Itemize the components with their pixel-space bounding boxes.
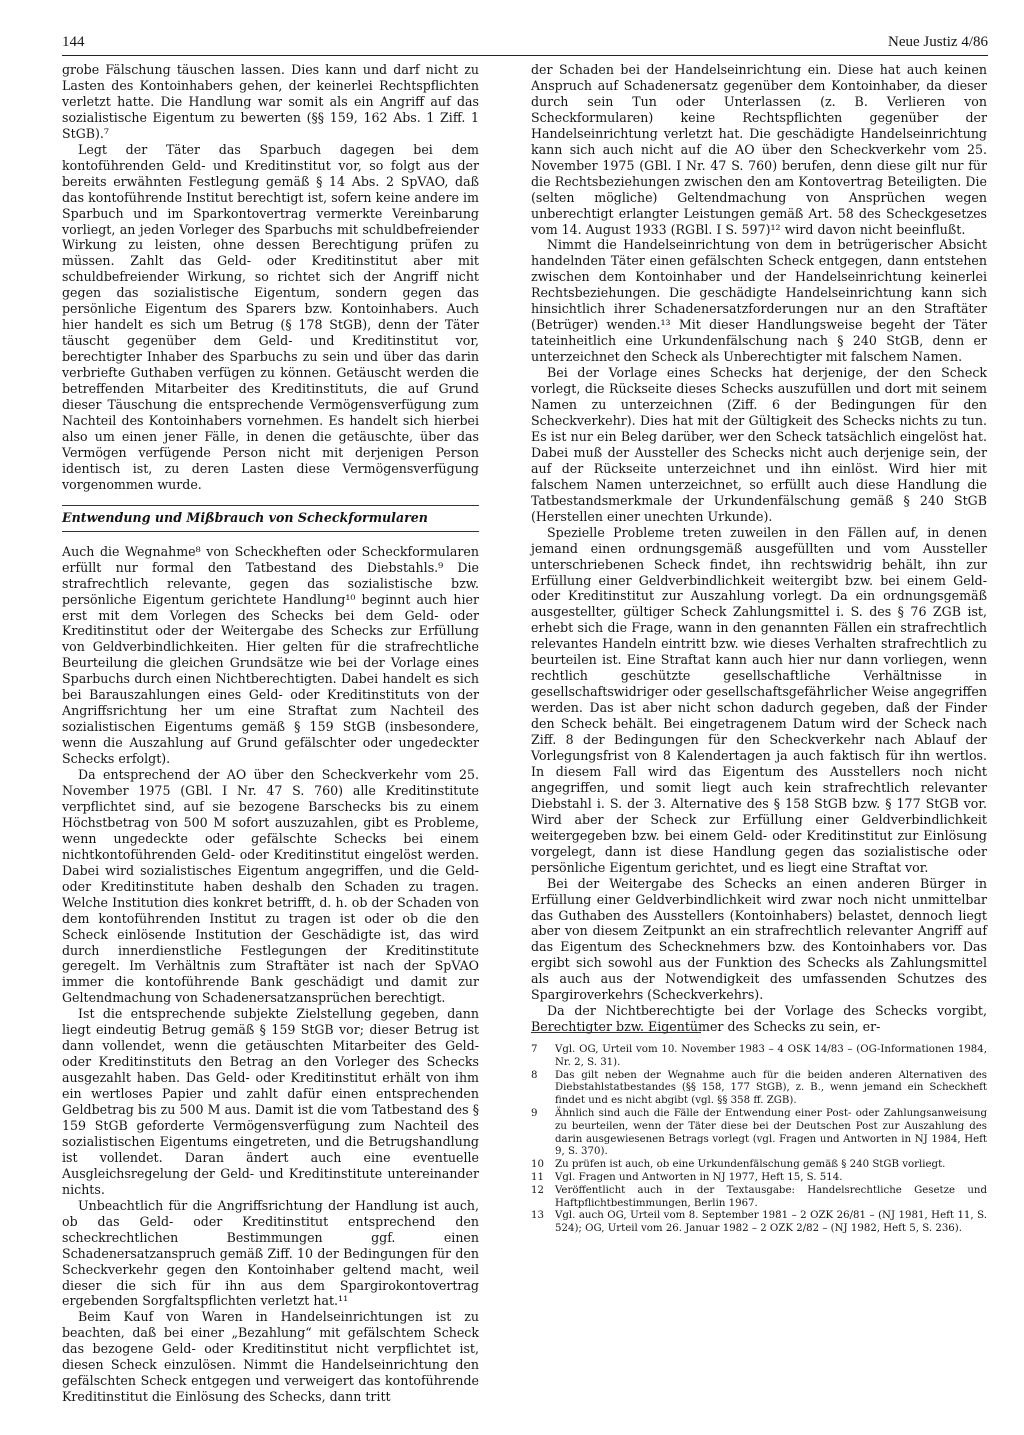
footnote-text: Veröffentlicht auch in der Textausgabe: Handelsrechtliche Gesetze und Haftpflichtbestimmungen, Berlin 1967. bbox=[555, 1184, 987, 1209]
paragraph: Bei der Weitergabe des Schecks an einen anderen Bürger in Erfüllung einer Geldverbindlichkeit wird zwar noch nicht unmittelbar das Guthaben des Ausstellers (Kontoinhabers) belastet, dennoch liegt aber von diesem Zeitpunkt an ein strafrechtlich relevanter Angriff auf das Eigentum des Schecknehmers bzw. des Kontoinhabers vor. Das ergibt sich sowohl aus der Funktion des Schecks als Zahlungsmittel als auch aus der Notwendigkeit des umfassenden Schutzes des Spargiroverkehrs (Scheckverkehrs). bbox=[531, 875, 987, 1003]
section-heading-box bbox=[62, 505, 479, 532]
paragraph: Beim Kauf von Waren in Handelseinrichtungen ist zu beachten, daß bei einer „Bezahlung“ mit gefälschtem Scheck das bezogene Geld- oder Kreditinstitut nicht verpflichtet ist, diesen Scheck einzulösen. Nimmt die Handelseinrichtung den gefälschten Scheck entgegen und verweigert das kontoführende Kreditinstitut die Einlösung des Schecks, dann tritt bbox=[62, 1309, 479, 1405]
paragraph: Bei der Vorlage eines Schecks hat derjenige, der den Scheck vorlegt, die Rückseite dieses Schecks auszufüllen und dort mit seinem Namen zu unterzeichnen (Ziff. 6 der Bedingungen für den Scheckverkehr). Dies hat mit der Gültigkeit des Schecks nichts zu tun. Es ist nur ein Beleg darüber, wer den Scheck tatsächlich eingelöst hat. Dabei muß der Aussteller des Schecks nicht auch derjenige sein, der auf der Rückseite unterzeichnet und ihn einlöst. Wird hier mit falschem Namen unterzeichnet, so erfüllt auch diese Handlung die Tatbestandsmerkmale der Urkundenfälschung gemäß § 240 StGB (Herstellen einer unechten Urkunde). bbox=[531, 365, 987, 524]
footnote-number: 11 bbox=[531, 1171, 544, 1183]
paragraph: Da entsprechend der AO über den Scheckverkehr vom 25. November 1975 (GBl. I Nr. 47 S. 760) alle Kreditinstitute verpflichtet sind, auf sie bezogene Barschecks bis zu einem Höchstbetrag von 500 M sofort auszuzahlen, gibt es Probleme, wenn ungedeckte oder gefälschte Schecks bei einem nichtkontoführenden Geld- oder Kreditinstitut eingelöst werden. Dabei wird sozialistisches Eigentum angegriffen, und die Geld- oder Kreditinstitute haben deshalb den Schaden zu tragen. Welche Institution dies konkret betrifft, d. h. ob der Schaden von dem kontoführenden Institut zu tragen ist oder ob die den Scheck einlösende Institution der Geschädigte ist, das wird durch innerdienstliche Festlegungen der Kreditinstitute geregelt. Im Verhältnis zum Straftäter ist nach der SpVAO immer die kontoführende Bank geschädigt und damit zur Geltendmachung von Schadenersatzansprüchen berechtigt. bbox=[62, 767, 479, 1006]
paragraph: Da der Nichtberechtigte bei der Vorlage des Schecks vorgibt, Berechtigter bzw. Eigentümer des Schecks zu sein, er- bbox=[531, 1003, 987, 1035]
footnote bbox=[531, 1172, 987, 1185]
footnote-number: 8 bbox=[531, 1069, 538, 1081]
footnote bbox=[531, 1070, 987, 1108]
paragraph: grobe Fälschung täuschen lassen. Dies kann und darf nicht zu Lasten des Kontoinhabers gehen, der keinerlei Rechtspflichten verletzt hatte. Die Handlung war somit als ein Angriff auf das sozialistische Eigentum zu bewerten (§§ 159, 162 Abs. 1 Ziff. 1 StGB).⁷ bbox=[62, 62, 479, 141]
footnote-number: 13 bbox=[531, 1210, 544, 1222]
footnote-text: Ähnlich sind auch die Fälle der Entwendung einer Post- oder Zahlungsanweisung zu beurteilen, wenn der Täter diese bei der Deutschen Post zur Auszahlung des darin ausgewiesenen Betrags vorlegt (vgl. Fragen und Antworten in NJ 1984, Heft 9, S. 370). bbox=[555, 1107, 987, 1158]
footnote bbox=[531, 1185, 987, 1211]
footnote-text: Zu prüfen ist auch, ob eine Urkundenfälschung gemäß § 240 StGB vorliegt. bbox=[555, 1159, 946, 1171]
paragraph: Nimmt die Handelseinrichtung von dem in betrügerischer Absicht handelnden Täter einen gefälschten Scheck entgegen, dann entstehen zwischen dem Kontoinhaber und der Handelseinrichtung keinerlei Rechtsbeziehungen. Die geschädigte Handelseinrichtung kann sich hinsichtlich ihrer Schadenersatzforderungen nur an den Straftäter (Betrüger) wenden.¹³ Mit dieser Handlungsweise begeht der Täter tateinheitlich eine Urkundenfälschung nach § 240 StGB, denn er unterzeichnet den Scheck als Unberechtigter mit falschem Namen. bbox=[531, 237, 987, 365]
paragraph: Spezielle Probleme treten zuweilen in den Fällen auf, in denen jemand einen ordnungsgemäß ausgefüllten und vom Aussteller unterschriebenen Scheck findet, ihn rechtswidrig behält, ihn zur Erfüllung einer Geldverbindlichkeit weitergibt bzw. bei einem Geld- oder Kreditinstitut zur Auszahlung vorlegt. Da ein ordnungsgemäß ausgestellter, gültiger Scheck Zahlungsmittel i. S. des § 76 ZGB ist, erhebt sich die Frage, wann in den genannten Fällen ein strafrechtlich relevantes Handeln eintritt bzw. wie dieses Verhalten strafrechtlich zu beurteilen ist. Eine Straftat kann auch hier nur dann vorliegen, wenn rechtlich geschützte gesellschaftliche Verhältnisse in gesellschaftswidriger oder gesellschaftsgefährlicher Weise angegriffen werden. Das ist aber nicht schon dadurch gegeben, daß der Finder den Scheck behält. Bei eingetragenem Datum wird der Scheck nach Ziff. 8 der Bedingungen für den Scheckverkehr nach Ablauf der Vorlegungsfrist von 8 Kalendertagen ja auch faktisch für ihn wertlos. In diesem Fall wird das Eigentum des Ausstellers noch nicht angegriffen, und somit liegt auch kein strafrechtlich relevanter Diebstahl i. S. der 3. Alternative des § 158 StGB bzw. § 177 StGB vor. Wird aber der Scheck zur Erfüllung einer Geldverbindlichkeit weitergegeben bzw. bei einem Geld- oder Kreditinstitut zur Einlösung vorgelegt, dann ist diese Handlung gegen das sozialistische oder persönliche Eigentum gerichtet, und es liegt eine Straftat vor. bbox=[531, 524, 987, 875]
footnote-text: Vgl. OG, Urteil vom 10. November 1983 – 4 OSK 14/83 – (OG-Informationen 1984, Nr. 2, S. 31). bbox=[555, 1044, 987, 1068]
footnote-text: Das gilt neben der Wegnahme auch für die beiden anderen Alternativen des Diebstahlstatbestandes (§§ 158, 177 StGB), z. B., wenn jemand ein Scheckheft findet und es nicht abgibt (vgl. §§ 358 ff. ZGB). bbox=[555, 1069, 987, 1107]
paragraph: Unbeachtlich für die Angriffsrichtung der Handlung ist auch, ob das Geld- oder Kreditinstitut entsprechend den scheckrechtlichen Bestimmungen ggf. einen Schadenersatzanspruch gemäß Ziff. 10 der Bedingungen für den Scheckverkehr gegen den Kontoinhaber geltend macht, weil dieser die sich für ihn aus dem Spargirokontovertrag ergebenden Sorgfaltspflichten verletzt hat.¹¹ bbox=[62, 1197, 479, 1309]
paragraph: Auch die Wegnahme⁸ von Scheckheften oder Scheckformularen erfüllt nur formal den Tatbestand des Diebstahls.⁹ Die strafrechtlich relevante, gegen das sozialistische bzw. persönliche Eigentum gerichtete Handlung¹⁰ beginnt auch hier erst mit dem Vorlegen des Schecks bei dem Geld- oder Kreditinstitut oder der Weitergabe des Schecks zur Erfüllung von Geldverbindlichkeiten. Hier gelten für die strafrechtliche Beurteilung die gleichen Grundsätze wie bei der Vorlage eines Sparbuchs durch einen Nichtberechtigten. Dabei handelt es sich bei Barauszahlungen eines Geld- oder Kreditinstituts von der Angriffsrichtung her um eine Straftat zum Nachteil des sozialistischen Eigentums gemäß § 159 StGB (insbesondere, wenn die Auszahlung auf Grund gefälschter oder ungedeckter Schecks erfolgt). bbox=[62, 543, 479, 767]
paragraph: der Schaden bei der Handelseinrichtung ein. Diese hat auch keinen Anspruch auf Schadenersatz gegenüber dem Kontoinhaber, da dieser durch sein Tun oder Unterlassen (z. B. Verlieren von Scheckformularen) keine Rechtspflichten gegenüber der Handelseinrichtung verletzt hat. Die geschädigte Handelseinrichtung kann sich auch nicht auf die AO über den Scheckverkehr vom 25. November 1975 (GBl. I Nr. 47 S. 760) berufen, denn diese gilt nur für die Rechtsbeziehungen zwischen den am Kontovertrag Beteiligten. Die (selten mögliche) Geltendmachung von Ansprüchen wegen unberechtigt erlangter Leistungen gemäß Art. 58 des Scheckgesetzes vom 14. August 1933 (RGBl. I S. 597)¹² wird davon nicht beeinflußt. bbox=[531, 62, 987, 237]
footnote-number: 10 bbox=[531, 1159, 544, 1171]
left-column bbox=[62, 62, 479, 1405]
journal-issue: Neue Justiz 4/86 bbox=[888, 34, 988, 50]
page-number: 144 bbox=[62, 34, 85, 50]
paragraph: Ist die entsprechende subjekte Zielstellung gegeben, dann liegt eindeutig Betrug gemäß § 159 StGB vor; dieser Betrug ist dann vollendet, wenn die getäuschten Mitarbeiter des Geld- oder Kreditinstituts den Betrag an den Vorleger des Schecks ausgezahlt haben. Das Geld- oder Kreditinstitut erhält von ihm ein wertloses Papier und zahlt dafür einen entsprechenden Geldbetrag bis zu 500 M aus. Damit ist die vom Tatbestand des § 159 StGB geforderte Vermögensverfügung zum Nachteil des sozialistischen Eigentums eingetreten, und die Betrugshandlung ist vollendet. Daran ändert auch eine eventuelle Ausgleichsregelung der Geld- und Kreditinstitute untereinander nichts. bbox=[62, 1006, 479, 1197]
footnote-number: 12 bbox=[531, 1184, 544, 1196]
page-header bbox=[62, 34, 988, 56]
footnotes bbox=[531, 1044, 987, 1236]
footnote bbox=[531, 1159, 987, 1172]
footnote bbox=[531, 1108, 987, 1159]
footnote bbox=[531, 1210, 987, 1236]
footnote-number: 7 bbox=[531, 1044, 538, 1055]
header-rule bbox=[62, 55, 988, 56]
footnote-text: Vgl. auch OG, Urteil vom 8. September 1981 – 2 OZK 26/81 – (NJ 1981, Heft 11, S. 524); OG, Urteil vom 26. Januar 1982 – 2 OZK 2/82 – (NJ 1982, Heft 5, S. 236). bbox=[555, 1210, 987, 1235]
footnote-text: Vgl. Fragen und Antworten in NJ 1977, Heft 15, S. 514. bbox=[555, 1171, 843, 1183]
section-heading: Entwendung und Mißbrauch von Scheckformularen bbox=[62, 509, 428, 525]
right-column bbox=[531, 62, 987, 1035]
paragraph: Legt der Täter das Sparbuch dagegen bei dem kontoführenden Geld- und Kreditinstitut vor, so folgt aus der bereits erwähnten Festlegung gemäß § 14 Abs. 2 SpVAO, daß das kontoführende Institut berechtigt ist, sofern keine andere im Sparbuch und im Sparkontovertrag vermerkte Vereinbarung vorliegt, an jeden Vorleger des Sparbuchs mit schuldbefreiender Wirkung zu leisten, ohne dessen Berechtigung prüfen zu müssen. Zahlt das Geld- oder Kreditinstitut aber mit schuldbefreiender Wirkung, so richtet sich der Angriff nicht gegen das sozialistische Eigentum, sondern gegen das persönliche Eigentum des Sparers bzw. Kontoinhabers. Auch hier handelt es sich um Betrug (§ 178 StGB), denn der Täter täuscht gegenüber dem Geld- und Kreditinstitut vor, berechtigter Inhaber des Sparbuchs zu sein und über das darin verbriefte Guthaben verfügen zu können. Getäuscht werden die betreffenden Mitarbeiter des Kreditinstituts, die auf Grund dieser Täuschung die entsprechende Vermögensverfügung zum Nachteil des Kontoinhabers vornehmen. Es handelt sich hierbei also um einen jener Fälle, in denen die getäuschte, über das Vermögen verfügende Person nicht mit derjenigen Person identisch ist, zu deren Lasten diese Vermögensverfügung vorgenommen wurde. bbox=[62, 141, 479, 492]
footnote bbox=[531, 1044, 987, 1070]
footnote-number: 9 bbox=[531, 1107, 538, 1119]
footnote-rule bbox=[531, 1032, 701, 1033]
